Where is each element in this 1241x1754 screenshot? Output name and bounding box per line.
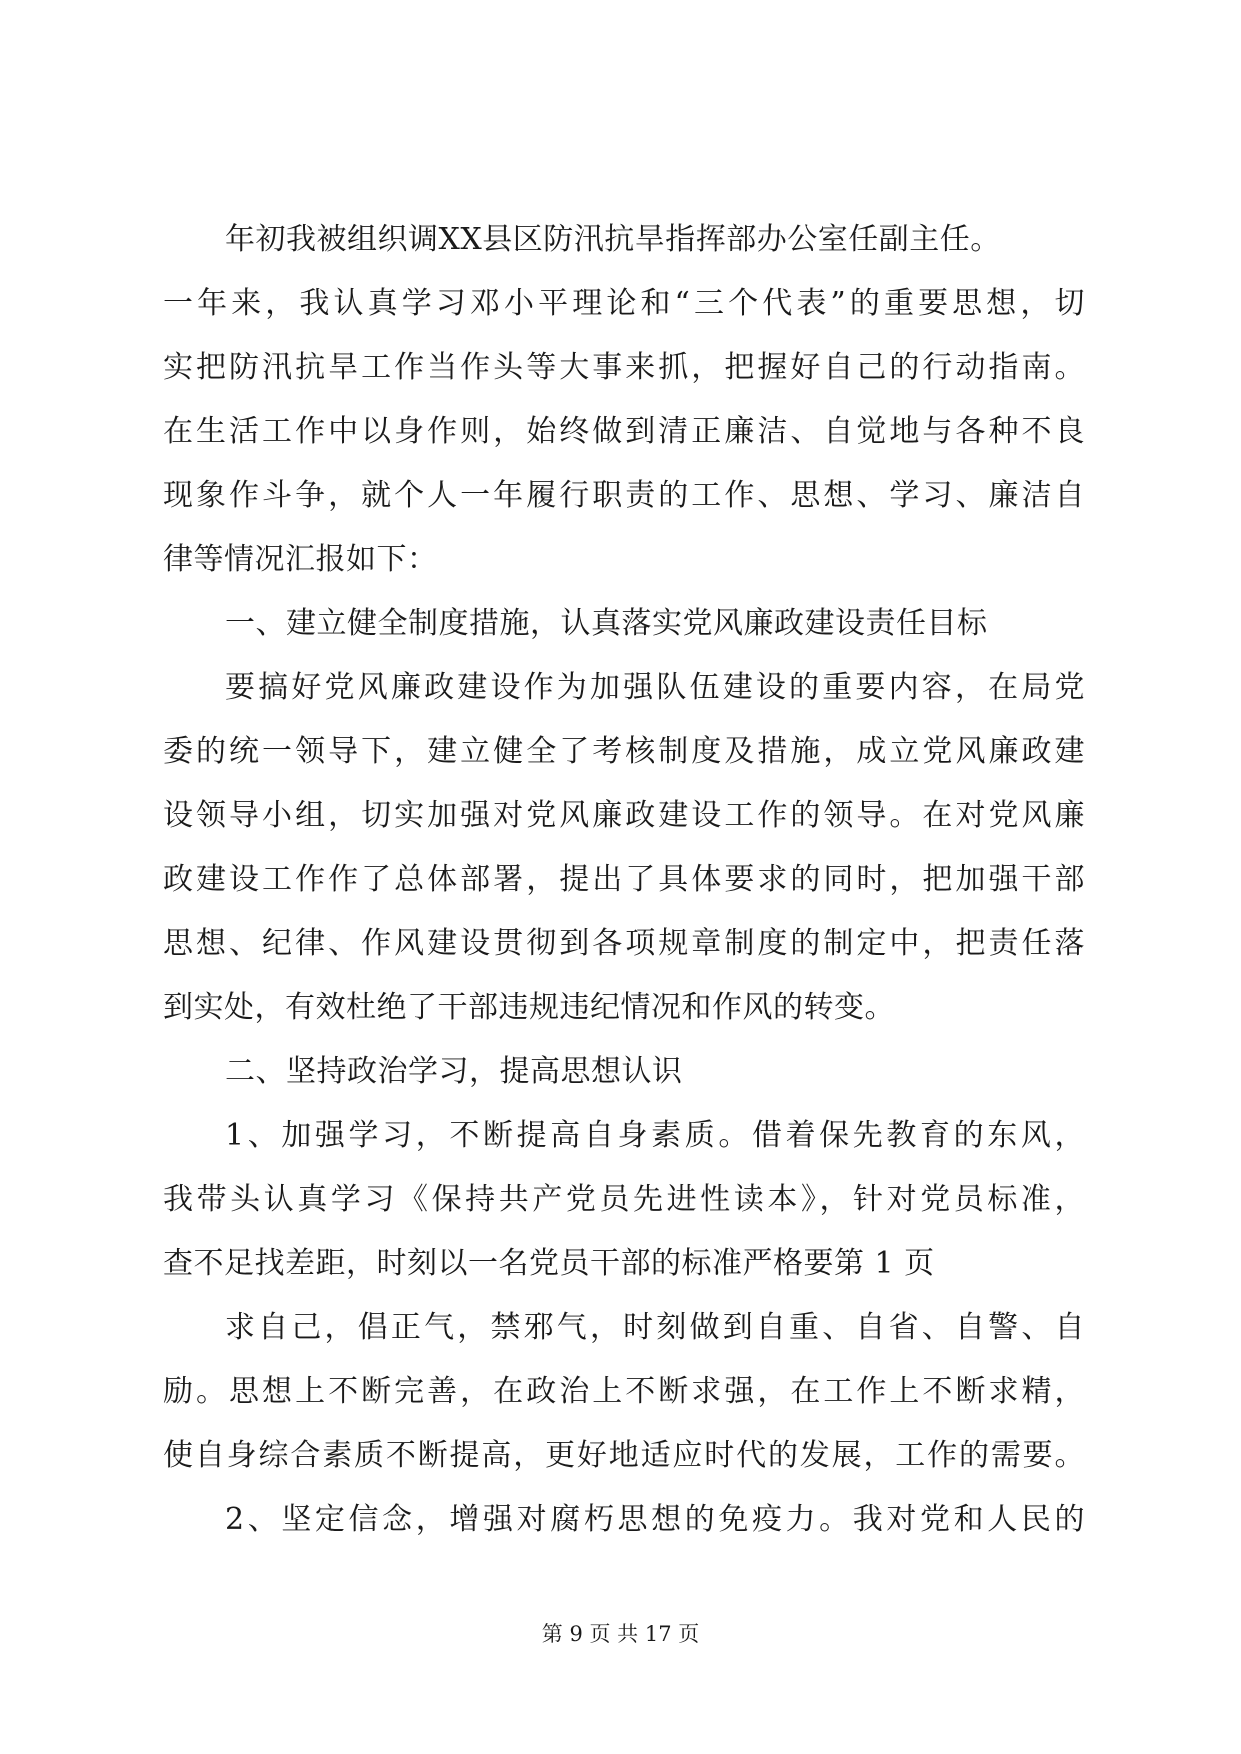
paragraph-line: 政建设工作作了总体部署，提出了具体要求的同时，把加强干部 bbox=[163, 862, 1085, 897]
paragraph-line: 思想、纪律、作风建设贯彻到各项规章制度的制定中，把责任落 bbox=[163, 926, 1085, 961]
paragraph-line: 求自己，倡正气，禁邪气，时刻做到自重、自省、自警、自 bbox=[225, 1310, 1085, 1345]
paragraph-line: 律等情况汇报如下： bbox=[163, 542, 438, 577]
document-body bbox=[163, 208, 1085, 1552]
paragraph-line: 2、坚定信念，增强对腐朽思想的免疫力。我对党和人民的 bbox=[225, 1502, 1085, 1537]
paragraph-line: 委的统一领导下，建立健全了考核制度及措施，成立党风廉政建 bbox=[163, 734, 1085, 769]
paragraph-line: 现象作斗争，就个人一年履行职责的工作、思想、学习、廉洁自 bbox=[163, 478, 1085, 513]
paragraph-line: 我带头认真学习《保持共产党员先进性读本》，针对党员标准， bbox=[163, 1182, 1085, 1217]
paragraph-line: 查不足找差距，时刻以一名党员干部的标准严格要第 1 页 bbox=[163, 1246, 935, 1281]
paragraph-line: 励。思想上不断完善，在政治上不断求强，在工作上不断求精， bbox=[163, 1374, 1085, 1409]
paragraph-line: 使自身综合素质不断提高，更好地适应时代的发展，工作的需要。 bbox=[163, 1438, 1085, 1473]
paragraph-line: 到实处，有效杜绝了干部违规违纪情况和作风的转变。 bbox=[163, 990, 895, 1025]
paragraph-line: 一年来，我认真学习邓小平理论和“三个代表”的重要思想，切 bbox=[163, 286, 1085, 321]
page-footer: 第 9 页 共 17 页 bbox=[541, 1622, 700, 1646]
paragraph-line: 设领导小组，切实加强对党风廉政建设工作的领导。在对党风廉 bbox=[163, 798, 1085, 833]
paragraph-line: 要搞好党风廉政建设作为加强队伍建设的重要内容，在局党 bbox=[225, 670, 1085, 705]
paragraph-line: 1、加强学习，不断提高自身素质。借着保先教育的东风， bbox=[225, 1118, 1085, 1153]
paragraph-line: 实把防汛抗旱工作当作头等大事来抓，把握好自己的行动指南。 bbox=[163, 350, 1085, 385]
paragraph-line: 年初我被组织调XX县区防汛抗旱指挥部办公室任副主任。 bbox=[225, 222, 1001, 257]
paragraph-line: 在生活工作中以身作则，始终做到清正廉洁、自觉地与各种不良 bbox=[163, 414, 1085, 449]
section-heading: 二、坚持政治学习，提高思想认识 bbox=[225, 1054, 683, 1089]
section-heading: 一、建立健全制度措施，认真落实党风廉政建设责任目标 bbox=[225, 606, 988, 641]
